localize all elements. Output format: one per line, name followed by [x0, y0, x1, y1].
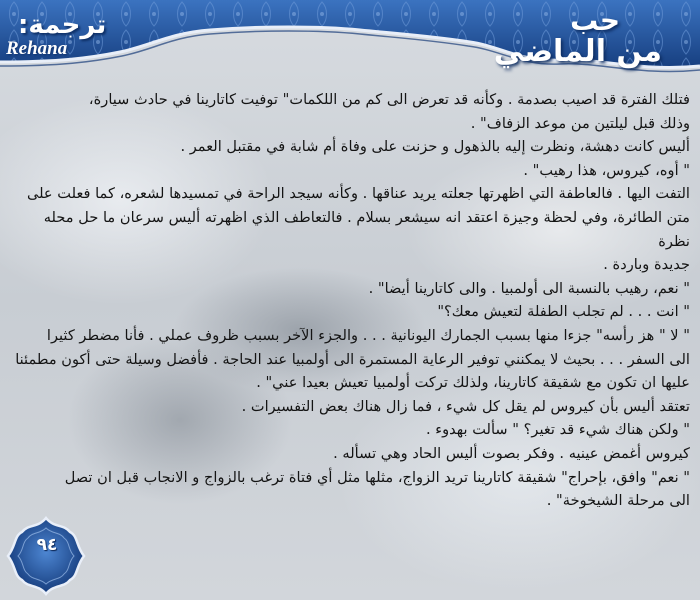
page-number: ٩٤	[36, 535, 58, 555]
text-line: " نعم" وافق، بإحراج" شقيقة كاتارينا تريد الزواج، مثلها مثل أي فتاة ترغب بالزواج و الانجاب قبل ان تصل	[64, 468, 690, 486]
translator-label: ترجمة:	[18, 10, 107, 40]
text-line: وذلك قبل ليلتين من موعد الزفاف" .	[470, 114, 690, 132]
text-line: " أوه، كيروس، هذا رهيب" .	[523, 161, 690, 179]
text-line: جديدة وباردة .	[603, 256, 690, 274]
story-text	[10, 88, 690, 513]
book-title-line-1: حب	[570, 4, 620, 37]
text-line: التفت اليها . فالعاطفة التي اظهرتها جعلته يريد عناقها . وكأنه سيجد الراحة في تمسيدها لشعره، كما فعلت على	[26, 185, 690, 203]
text-line: فتلك الفترة قد اصيب بصدمة . وكأنه قد تعرض الى كم من اللكمات" توفيت كاتارينا في حادث سيارة،	[88, 91, 690, 108]
text-line: كيروس أغمض عينيه . وفكر بصوت أليس الحاد وهي تسأله .	[333, 444, 690, 462]
page-number-badge-ornament	[4, 514, 88, 598]
header-banner	[0, 0, 700, 82]
text-line: عليها ان تكون مع شقيقة كاتارينا، ولذلك تركت أولمبيا تعيش بعيدا عني" .	[256, 374, 690, 392]
text-line: أليس كانت دهشة، ونظرت إليه بالذهول و حزنت على وفاة أم شابة في مقتبل العمر .	[180, 138, 690, 156]
text-line: " لا " هز رأسه" جزءا منها بسبب الجمارك اليونانية . . . والجزء الآخر بسبب ظروف عملي . فأنا مضطر كثيرا	[46, 326, 690, 344]
text-line: متن الطائرة، وفي لحظة وجيزة اعتقد انه سيشعر بسلام . فالتعاطف الذي اظهرته أليس سرعان ما حل محله نظرة	[43, 208, 690, 250]
text-line: " انت . . . لم تجلب الطفلة لتعيش معك؟"	[437, 303, 690, 321]
text-line: الى السفر . . . بحيث لا يمكنني توفير الرعاية المستمرة الى أولمبيا عند الحاجة . فأفضل وسيلة حتى أكون مطمئنا	[15, 350, 690, 368]
text-line: " نعم، رهيب بالنسبة الى أولمبيا . والى كاتارينا أيضا" .	[368, 279, 690, 297]
text-line: " ولكن هناك شيء قد تغير؟ " سألت بهدوء .	[425, 421, 690, 439]
translator-name: Rehana	[6, 38, 68, 59]
book-title-line-2: من الماضي	[493, 34, 662, 69]
text-line: الى مرحلة الشيخوخة" .	[546, 492, 690, 510]
text-line: تعتقد أليس بأن كيروس لم يقل كل شيء ، فما زال هناك بعض التفسيرات .	[241, 397, 690, 415]
